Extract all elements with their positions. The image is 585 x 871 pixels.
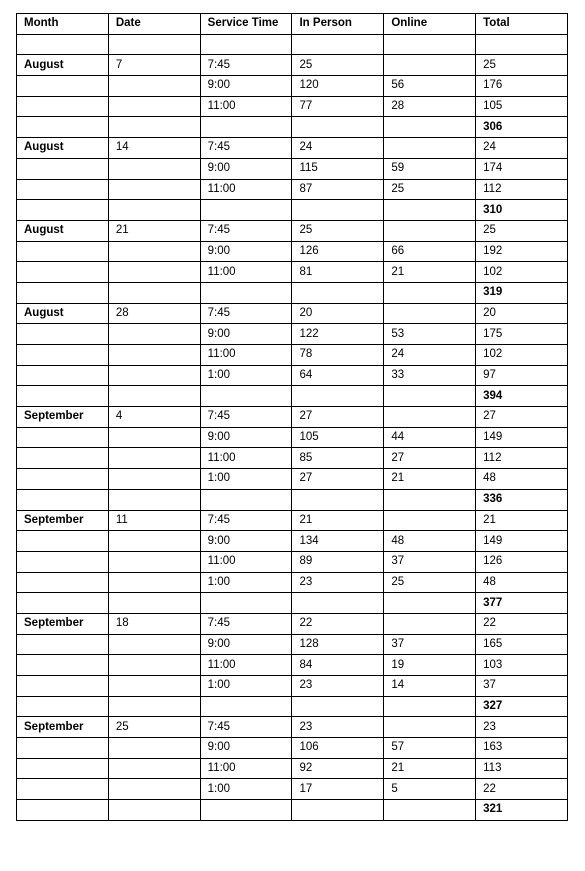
total-cell: 22 <box>476 613 568 634</box>
online-cell: 24 <box>384 345 476 366</box>
in-person-cell: 126 <box>292 241 384 262</box>
total-cell: 176 <box>476 76 568 97</box>
service-row <box>17 510 568 531</box>
week-total-row <box>17 696 568 717</box>
empty-cell <box>17 593 109 614</box>
week-total-cell: 394 <box>476 386 568 407</box>
service-row <box>17 158 568 179</box>
online-cell: 5 <box>384 779 476 800</box>
empty-cell <box>200 282 292 303</box>
empty-cell <box>108 262 200 283</box>
in-person-cell: 23 <box>292 572 384 593</box>
empty-cell <box>17 634 109 655</box>
month-cell: August <box>17 220 109 241</box>
empty-cell <box>108 365 200 386</box>
online-cell: 25 <box>384 179 476 200</box>
empty-cell <box>108 800 200 821</box>
empty-cell <box>17 800 109 821</box>
online-cell: 59 <box>384 158 476 179</box>
total-cell: 97 <box>476 365 568 386</box>
total-cell: 163 <box>476 738 568 759</box>
empty-cell <box>108 386 200 407</box>
empty-cell <box>384 200 476 221</box>
empty-cell <box>108 696 200 717</box>
in-person-cell: 78 <box>292 345 384 366</box>
in-person-cell: 120 <box>292 76 384 97</box>
online-cell: 48 <box>384 531 476 552</box>
service-time-cell: 1:00 <box>200 365 292 386</box>
service-time-cell: 7:45 <box>200 407 292 428</box>
service-time-cell: 11:00 <box>200 551 292 572</box>
empty-cell <box>17 262 109 283</box>
service-time-cell: 7:45 <box>200 55 292 76</box>
header-service-time: Service Time <box>200 14 292 35</box>
in-person-cell: 24 <box>292 138 384 159</box>
empty-cell <box>108 469 200 490</box>
empty-cell <box>17 696 109 717</box>
empty-cell <box>292 489 384 510</box>
blank-row <box>17 34 568 55</box>
week-total-row <box>17 489 568 510</box>
service-row <box>17 407 568 428</box>
service-row <box>17 758 568 779</box>
service-row <box>17 76 568 97</box>
online-cell: 57 <box>384 738 476 759</box>
in-person-cell: 92 <box>292 758 384 779</box>
week-total-row <box>17 386 568 407</box>
online-cell <box>384 510 476 531</box>
service-row <box>17 531 568 552</box>
total-cell: 102 <box>476 262 568 283</box>
online-cell: 28 <box>384 96 476 117</box>
empty-cell <box>108 427 200 448</box>
date-cell: 11 <box>108 510 200 531</box>
service-row <box>17 179 568 200</box>
empty-cell <box>17 324 109 345</box>
empty-cell <box>17 551 109 572</box>
empty-cell <box>17 117 109 138</box>
service-time-cell: 7:45 <box>200 220 292 241</box>
online-cell <box>384 138 476 159</box>
total-cell: 105 <box>476 96 568 117</box>
month-cell: August <box>17 55 109 76</box>
empty-cell <box>108 282 200 303</box>
empty-cell <box>200 696 292 717</box>
online-cell: 27 <box>384 448 476 469</box>
empty-cell <box>17 365 109 386</box>
total-cell: 22 <box>476 779 568 800</box>
service-row <box>17 655 568 676</box>
date-cell: 14 <box>108 138 200 159</box>
service-time-cell: 11:00 <box>200 345 292 366</box>
month-cell: August <box>17 138 109 159</box>
total-cell: 48 <box>476 572 568 593</box>
service-row <box>17 634 568 655</box>
empty-cell <box>108 34 200 55</box>
month-cell: September <box>17 613 109 634</box>
empty-cell <box>292 200 384 221</box>
empty-cell <box>108 551 200 572</box>
empty-cell <box>108 200 200 221</box>
empty-cell <box>108 758 200 779</box>
empty-cell <box>17 34 109 55</box>
empty-cell <box>17 76 109 97</box>
total-cell: 37 <box>476 676 568 697</box>
date-cell: 25 <box>108 717 200 738</box>
service-time-cell: 9:00 <box>200 241 292 262</box>
empty-cell <box>384 800 476 821</box>
in-person-cell: 77 <box>292 96 384 117</box>
total-cell: 103 <box>476 655 568 676</box>
in-person-cell: 64 <box>292 365 384 386</box>
service-row <box>17 676 568 697</box>
in-person-cell: 25 <box>292 55 384 76</box>
online-cell: 21 <box>384 758 476 779</box>
empty-cell <box>17 96 109 117</box>
week-total-cell: 306 <box>476 117 568 138</box>
in-person-cell: 89 <box>292 551 384 572</box>
in-person-cell: 23 <box>292 676 384 697</box>
total-cell: 23 <box>476 717 568 738</box>
date-cell: 7 <box>108 55 200 76</box>
service-time-cell: 9:00 <box>200 324 292 345</box>
total-cell: 20 <box>476 303 568 324</box>
online-cell: 33 <box>384 365 476 386</box>
header-in-person: In Person <box>292 14 384 35</box>
empty-cell <box>384 386 476 407</box>
online-cell <box>384 407 476 428</box>
service-row <box>17 738 568 759</box>
total-cell: 102 <box>476 345 568 366</box>
service-time-cell: 1:00 <box>200 676 292 697</box>
header-total: Total <box>476 14 568 35</box>
total-cell: 25 <box>476 220 568 241</box>
total-cell: 112 <box>476 179 568 200</box>
service-time-cell: 9:00 <box>200 634 292 655</box>
table-body <box>17 34 568 820</box>
service-time-cell: 1:00 <box>200 572 292 593</box>
total-cell: 174 <box>476 158 568 179</box>
online-cell <box>384 55 476 76</box>
empty-cell <box>108 531 200 552</box>
service-row <box>17 427 568 448</box>
service-time-cell: 7:45 <box>200 138 292 159</box>
in-person-cell: 25 <box>292 220 384 241</box>
month-cell: August <box>17 303 109 324</box>
service-time-cell: 11:00 <box>200 758 292 779</box>
empty-cell <box>200 593 292 614</box>
month-cell: September <box>17 510 109 531</box>
empty-cell <box>17 448 109 469</box>
total-cell: 126 <box>476 551 568 572</box>
online-cell: 25 <box>384 572 476 593</box>
empty-cell <box>108 676 200 697</box>
empty-cell <box>17 572 109 593</box>
online-cell: 37 <box>384 551 476 572</box>
service-row <box>17 613 568 634</box>
header-row <box>17 14 568 35</box>
total-cell: 48 <box>476 469 568 490</box>
online-cell: 37 <box>384 634 476 655</box>
empty-cell <box>17 469 109 490</box>
date-cell: 4 <box>108 407 200 428</box>
header-date: Date <box>108 14 200 35</box>
total-cell: 27 <box>476 407 568 428</box>
service-time-cell: 11:00 <box>200 96 292 117</box>
empty-cell <box>108 738 200 759</box>
month-cell: September <box>17 717 109 738</box>
total-cell: 21 <box>476 510 568 531</box>
empty-cell <box>17 531 109 552</box>
service-time-cell: 9:00 <box>200 76 292 97</box>
empty-cell <box>17 282 109 303</box>
total-cell: 25 <box>476 55 568 76</box>
online-cell: 19 <box>384 655 476 676</box>
date-cell: 18 <box>108 613 200 634</box>
empty-cell <box>292 800 384 821</box>
empty-cell <box>108 572 200 593</box>
online-cell: 21 <box>384 469 476 490</box>
week-total-row <box>17 117 568 138</box>
online-cell: 66 <box>384 241 476 262</box>
empty-cell <box>200 489 292 510</box>
week-total-row <box>17 800 568 821</box>
week-total-row <box>17 593 568 614</box>
week-total-cell: 377 <box>476 593 568 614</box>
service-row <box>17 220 568 241</box>
online-cell: 53 <box>384 324 476 345</box>
in-person-cell: 134 <box>292 531 384 552</box>
date-cell: 28 <box>108 303 200 324</box>
empty-cell <box>200 34 292 55</box>
online-cell <box>384 717 476 738</box>
service-time-cell: 9:00 <box>200 427 292 448</box>
table-header <box>17 14 568 35</box>
empty-cell <box>476 34 568 55</box>
attendance-table <box>16 13 568 821</box>
empty-cell <box>108 634 200 655</box>
week-total-row <box>17 200 568 221</box>
service-time-cell: 11:00 <box>200 448 292 469</box>
in-person-cell: 21 <box>292 510 384 531</box>
online-cell <box>384 613 476 634</box>
empty-cell <box>292 34 384 55</box>
empty-cell <box>292 696 384 717</box>
service-time-cell: 11:00 <box>200 179 292 200</box>
total-cell: 112 <box>476 448 568 469</box>
service-row <box>17 138 568 159</box>
empty-cell <box>17 489 109 510</box>
week-total-cell: 321 <box>476 800 568 821</box>
empty-cell <box>17 676 109 697</box>
service-row <box>17 469 568 490</box>
total-cell: 175 <box>476 324 568 345</box>
service-time-cell: 9:00 <box>200 531 292 552</box>
service-row <box>17 262 568 283</box>
empty-cell <box>384 593 476 614</box>
week-total-cell: 319 <box>476 282 568 303</box>
empty-cell <box>108 179 200 200</box>
empty-cell <box>108 96 200 117</box>
empty-cell <box>292 593 384 614</box>
in-person-cell: 84 <box>292 655 384 676</box>
empty-cell <box>200 200 292 221</box>
in-person-cell: 81 <box>292 262 384 283</box>
empty-cell <box>17 655 109 676</box>
week-total-cell: 336 <box>476 489 568 510</box>
empty-cell <box>108 489 200 510</box>
empty-cell <box>108 324 200 345</box>
empty-cell <box>292 282 384 303</box>
in-person-cell: 128 <box>292 634 384 655</box>
total-cell: 149 <box>476 427 568 448</box>
week-total-cell: 310 <box>476 200 568 221</box>
service-row <box>17 365 568 386</box>
in-person-cell: 17 <box>292 779 384 800</box>
service-time-cell: 1:00 <box>200 469 292 490</box>
service-time-cell: 9:00 <box>200 158 292 179</box>
service-time-cell: 11:00 <box>200 655 292 676</box>
empty-cell <box>17 345 109 366</box>
service-time-cell: 9:00 <box>200 738 292 759</box>
empty-cell <box>108 655 200 676</box>
empty-cell <box>17 427 109 448</box>
service-row <box>17 96 568 117</box>
in-person-cell: 20 <box>292 303 384 324</box>
empty-cell <box>200 800 292 821</box>
header-online: Online <box>384 14 476 35</box>
in-person-cell: 27 <box>292 469 384 490</box>
service-time-cell: 7:45 <box>200 613 292 634</box>
online-cell: 14 <box>384 676 476 697</box>
in-person-cell: 115 <box>292 158 384 179</box>
empty-cell <box>384 117 476 138</box>
empty-cell <box>17 241 109 262</box>
service-row <box>17 324 568 345</box>
service-row <box>17 345 568 366</box>
online-cell: 44 <box>384 427 476 448</box>
empty-cell <box>17 179 109 200</box>
empty-cell <box>384 696 476 717</box>
empty-cell <box>108 241 200 262</box>
service-row <box>17 572 568 593</box>
in-person-cell: 105 <box>292 427 384 448</box>
in-person-cell: 106 <box>292 738 384 759</box>
empty-cell <box>200 117 292 138</box>
service-row <box>17 448 568 469</box>
in-person-cell: 22 <box>292 613 384 634</box>
online-cell <box>384 220 476 241</box>
in-person-cell: 27 <box>292 407 384 428</box>
online-cell: 21 <box>384 262 476 283</box>
header-month: Month <box>17 14 109 35</box>
total-cell: 24 <box>476 138 568 159</box>
empty-cell <box>17 758 109 779</box>
empty-cell <box>384 34 476 55</box>
empty-cell <box>17 738 109 759</box>
in-person-cell: 23 <box>292 717 384 738</box>
online-cell <box>384 303 476 324</box>
service-row <box>17 241 568 262</box>
service-time-cell: 11:00 <box>200 262 292 283</box>
empty-cell <box>200 386 292 407</box>
empty-cell <box>17 200 109 221</box>
in-person-cell: 85 <box>292 448 384 469</box>
online-cell: 56 <box>384 76 476 97</box>
service-time-cell: 7:45 <box>200 303 292 324</box>
total-cell: 149 <box>476 531 568 552</box>
week-total-cell: 327 <box>476 696 568 717</box>
empty-cell <box>17 158 109 179</box>
service-time-cell: 7:45 <box>200 717 292 738</box>
service-row <box>17 717 568 738</box>
service-row <box>17 55 568 76</box>
empty-cell <box>108 76 200 97</box>
total-cell: 113 <box>476 758 568 779</box>
empty-cell <box>17 386 109 407</box>
empty-cell <box>108 593 200 614</box>
month-cell: September <box>17 407 109 428</box>
date-cell: 21 <box>108 220 200 241</box>
service-row <box>17 551 568 572</box>
empty-cell <box>108 779 200 800</box>
empty-cell <box>108 158 200 179</box>
in-person-cell: 87 <box>292 179 384 200</box>
empty-cell <box>17 779 109 800</box>
total-cell: 165 <box>476 634 568 655</box>
service-time-cell: 1:00 <box>200 779 292 800</box>
service-row <box>17 779 568 800</box>
week-total-row <box>17 282 568 303</box>
empty-cell <box>292 386 384 407</box>
empty-cell <box>384 282 476 303</box>
service-time-cell: 7:45 <box>200 510 292 531</box>
empty-cell <box>384 489 476 510</box>
empty-cell <box>108 345 200 366</box>
total-cell: 192 <box>476 241 568 262</box>
empty-cell <box>292 117 384 138</box>
in-person-cell: 122 <box>292 324 384 345</box>
empty-cell <box>108 117 200 138</box>
empty-cell <box>108 448 200 469</box>
service-row <box>17 303 568 324</box>
